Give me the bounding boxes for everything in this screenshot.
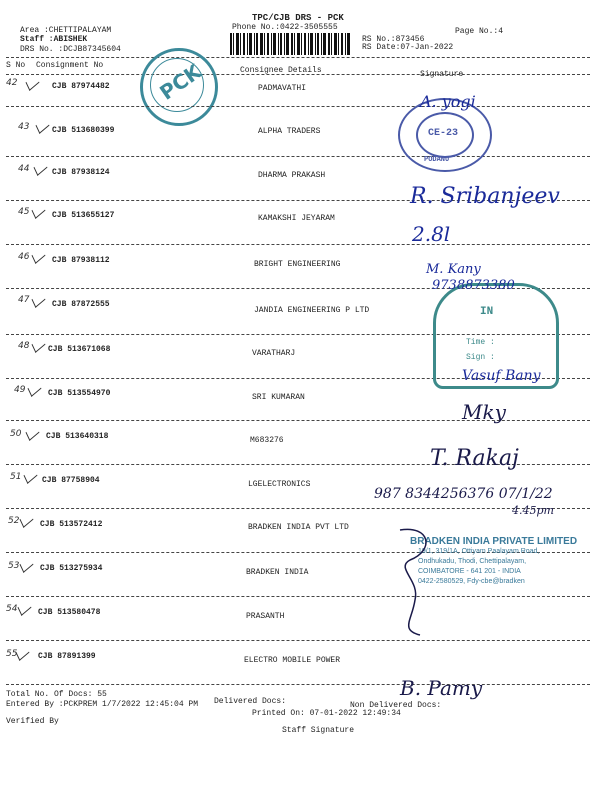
staff-signature-label: Staff Signature: [282, 726, 355, 735]
consignment-number: CJB 87938112: [52, 256, 110, 265]
consignee-name: PRASANTH: [246, 612, 285, 621]
entered-by: Entered By :PCKPREM 1/7/2022 12:45:04 PM: [6, 700, 199, 709]
consignment-number: CJB 513640318: [46, 432, 109, 441]
signature-row-51-time: 4.45pm: [512, 504, 554, 517]
row-divider: [6, 244, 590, 245]
check-mark-icon: [32, 291, 46, 308]
check-mark-icon: [36, 117, 50, 134]
row-divider: [6, 156, 590, 157]
row-serial: 45: [18, 207, 30, 217]
row-divider: [6, 596, 590, 597]
row-serial: 47: [18, 295, 30, 305]
consignee-name: M683276: [250, 436, 284, 445]
column-header-consignment: Consignment No: [36, 61, 104, 70]
consignment-number: CJB 87891399: [38, 652, 96, 661]
row-divider: [6, 684, 590, 685]
consignee-name: KAMAKSHI JEYARAM: [258, 214, 335, 223]
row-divider: [6, 106, 590, 107]
check-mark-icon: [26, 424, 40, 441]
signature-row-50: T. Rakaj: [430, 446, 519, 471]
consignee-name: VARATHARJ: [252, 349, 296, 358]
check-mark-icon: [32, 202, 46, 219]
jandia-stamp-sign-label: Sign :: [466, 353, 495, 362]
consignment-number: CJB 87872555: [52, 300, 110, 309]
column-header-signature: Signature: [420, 70, 464, 79]
check-mark-icon: [32, 247, 46, 264]
document-title: TPC/CJB DRS - PCK: [252, 13, 344, 23]
row-divider: [6, 508, 590, 509]
check-mark-icon: [26, 74, 40, 91]
row-serial: 55: [6, 649, 18, 659]
signature-row-49: Mky: [462, 400, 506, 424]
consignment-number: CJB 513655127: [52, 211, 115, 220]
rs-number: RS No.:873456: [362, 35, 425, 44]
column-header-consignee: Consignee Details: [240, 66, 322, 75]
consignment-number: CJB 513554970: [48, 389, 111, 398]
consignment-number: CJB 513680399: [52, 126, 115, 135]
check-mark-icon: [32, 336, 46, 353]
ce-stamp-text: CE-23: [428, 128, 459, 139]
page-number: Page No.:4: [455, 27, 504, 36]
bradken-stamp-contact: 0422-2580529, Fdy-cbe@bradken: [418, 578, 525, 585]
consignee-name: SRI KUMARAN: [252, 393, 305, 402]
rs-date: RS Date:07-Jan-2022: [362, 43, 454, 52]
check-mark-icon: [20, 511, 34, 528]
barcode: [230, 33, 350, 55]
header-divider: [6, 57, 590, 58]
column-header-divider: [6, 74, 590, 75]
column-header-sno: S No: [6, 61, 26, 70]
consignee-name: ALPHA TRADERS: [258, 127, 321, 136]
row-serial: 42: [6, 78, 18, 88]
consignee-name: DHARMA PRAKASH: [258, 171, 326, 180]
row-serial: 44: [18, 164, 30, 174]
signature-row-44: R. Sribanjeev: [410, 184, 560, 209]
row-divider: [6, 640, 590, 641]
check-mark-icon: [16, 644, 30, 661]
verified-by: Verified By: [6, 717, 59, 726]
consignment-number: CJB 87758904: [42, 476, 100, 485]
bradken-stamp-address-2: Ondhukadu, Thodi, Chettipalayam,: [418, 558, 527, 565]
consignee-name: ELECTRO MOBILE POWER: [244, 656, 341, 665]
signature-row-45: 2.8l: [412, 222, 451, 246]
row-serial: 43: [18, 122, 30, 132]
ce-stamp-bottom-text: PODANU: [424, 156, 450, 164]
signature-row-42: A. yogi: [420, 92, 476, 111]
area-label: Area :CHETTIPALAYAM: [20, 26, 112, 35]
check-mark-icon: [24, 467, 38, 484]
delivered-docs-label: Delivered Docs:: [214, 697, 287, 706]
bradken-stamp-address-3: COIMBATORE - 641 201 - INDIA: [418, 568, 521, 575]
check-mark-icon: [34, 159, 48, 176]
consignment-number: CJB 87938124: [52, 168, 110, 177]
non-delivered-docs-label: Non Delivered Docs:: [350, 701, 442, 710]
consignee-name: BRIGHT ENGINEERING: [254, 260, 341, 269]
check-mark-icon: [28, 380, 42, 397]
row-serial: 48: [18, 341, 30, 351]
consignment-number: CJB 87974482: [52, 82, 110, 91]
row-serial: 53: [8, 561, 20, 571]
consignee-name: PADMAVATHI: [258, 84, 307, 93]
row-serial: 52: [8, 516, 20, 526]
drs-number: DRS No. :DCJB87345604: [20, 45, 121, 54]
check-mark-icon: [20, 556, 34, 573]
jandia-stamp-in-label: IN: [480, 306, 494, 318]
signature-row-51-note: 987 8344256376 07/1/22: [374, 486, 553, 502]
signature-scribble-row-52: [390, 520, 440, 640]
consignee-name: BRADKEN INDIA: [246, 568, 309, 577]
total-docs: Total No. Of Docs: 55: [6, 690, 107, 699]
bradken-stamp-title: BRADKEN INDIA PRIVATE LIMITED: [410, 536, 578, 547]
consignment-number: CJB 513275934: [40, 564, 103, 573]
consignee-name: BRADKEN INDIA PVT LTD: [248, 523, 349, 532]
consignment-number: CJB 513671068: [48, 345, 111, 354]
phone-number: Phone No.:0422-3505555: [232, 23, 338, 32]
row-serial: 50: [10, 429, 22, 439]
consignee-name: JANDIA ENGINEERING P LTD: [254, 306, 370, 315]
row-serial: 49: [14, 385, 26, 395]
signature-row-47-name: M. Kany: [426, 262, 481, 277]
row-serial: 46: [18, 252, 30, 262]
staff-label: Staff :ABISHEK: [20, 35, 88, 44]
consignee-name: LGELECTRONICS: [248, 480, 311, 489]
check-mark-icon: [18, 599, 32, 616]
consignment-number: CJB 513572412: [40, 520, 103, 529]
signature-row-48: Vasuf Bany: [462, 368, 541, 384]
consignment-number: CJB 513580478: [38, 608, 101, 617]
jandia-stamp-time-label: Time :: [466, 338, 495, 347]
signature-row-47-phone: 9738873380: [432, 278, 515, 293]
row-serial: 51: [10, 472, 22, 482]
pck-stamp-text: PCK: [155, 59, 206, 105]
printed-on: Printed On: 07-01-2022 12:49:34: [252, 709, 401, 718]
row-serial: 54: [6, 604, 18, 614]
footer-signature: B. Pamy: [400, 676, 483, 700]
bradken-stamp-address-1: 19/1, 319/1A, Ottiyam Paalayam Road,: [418, 548, 540, 555]
